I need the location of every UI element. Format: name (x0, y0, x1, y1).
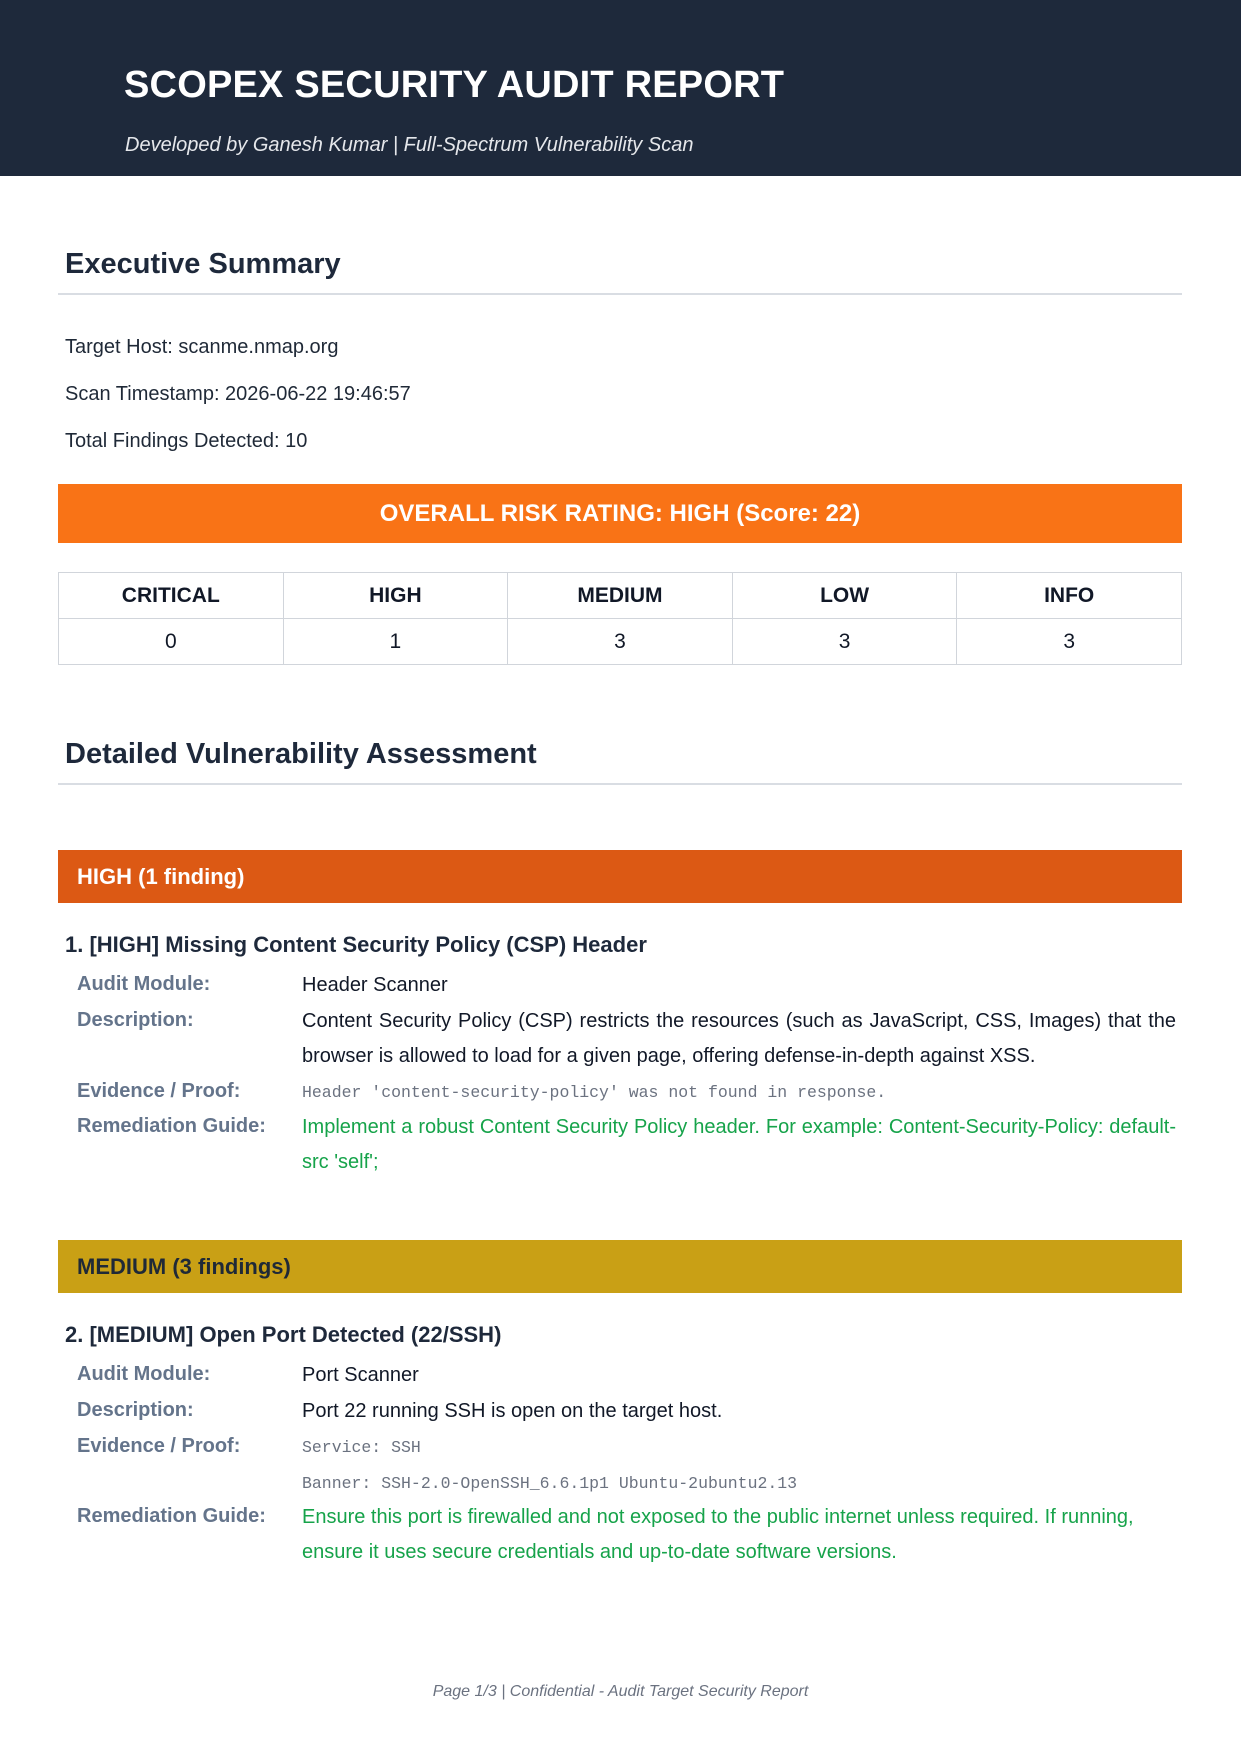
page-footer: Page 1/3 | Confidential - Audit Target Security Report (432, 1683, 809, 1700)
severity-count-table (58, 572, 1182, 665)
high-severity-band: HIGH (1 finding) (58, 850, 1182, 903)
section-divider (58, 293, 1182, 295)
audit-module-value: Header Scanner (302, 974, 448, 996)
low-count: 3 (732, 619, 957, 665)
medium-count: 3 (508, 619, 733, 665)
low-header: LOW (732, 573, 957, 619)
executive-summary-heading: Executive Summary (65, 248, 341, 280)
remediation-label: Remediation Guide: (77, 1505, 266, 1527)
finding-title: 2. [MEDIUM] Open Port Detected (22/SSH) (65, 1322, 502, 1347)
evidence-value: Header 'content-security-policy' was not found in response. (302, 1083, 887, 1102)
target-host: Target Host: scanme.nmap.org (65, 336, 339, 358)
audit-module-label: Audit Module: (77, 1363, 211, 1385)
high-count: 1 (283, 619, 508, 665)
report-header (0, 0, 1241, 176)
overall-risk-banner: OVERALL RISK RATING: HIGH (Score: 22) (58, 484, 1182, 543)
remediation-value: Ensure this port is firewalled and not exposed to the public internet unless required. If running, ensure it uses secure credentials and up-to-date software versions. (302, 1506, 1134, 1563)
finding-title: 1. [HIGH] Missing Content Security Policy (CSP) Header (65, 932, 647, 957)
section-divider (58, 783, 1182, 785)
severity-header-row (59, 573, 1182, 619)
medium-severity-band: MEDIUM (3 findings) (58, 1240, 1182, 1293)
report-subtitle: Developed by Ganesh Kumar | Full-Spectrum Vulnerability Scan (125, 134, 694, 156)
severity-count-row (59, 619, 1182, 665)
high-header: HIGH (283, 573, 508, 619)
evidence-banner: Banner: SSH-2.0-OpenSSH_6.6.1p1 Ubuntu-2ubuntu2.13 (302, 1474, 798, 1493)
evidence-label: Evidence / Proof: (77, 1080, 241, 1102)
description-value: Port 22 running SSH is open on the target host. (302, 1400, 723, 1422)
remediation-label: Remediation Guide: (77, 1115, 266, 1137)
report-title: SCOPEX SECURITY AUDIT REPORT (124, 64, 785, 106)
remediation-value: Implement a robust Content Security Policy header. For example: Content-Security-Policy: default-src 'self'; (302, 1116, 1176, 1173)
scan-timestamp: Scan Timestamp: 2026-06-22 19:46:57 (65, 383, 411, 405)
description-value: Content Security Policy (CSP) restricts the resources (such as JavaScript, CSS, Images) that the browser is allowed to load for a given page, offering defense-in-depth against XSS. (302, 1010, 1176, 1067)
audit-module-value: Port Scanner (302, 1364, 419, 1386)
critical-count: 0 (59, 619, 284, 665)
critical-header: CRITICAL (59, 573, 284, 619)
info-header: INFO (957, 573, 1182, 619)
medium-header: MEDIUM (508, 573, 733, 619)
info-count: 3 (957, 619, 1182, 665)
evidence-service: Service: SSH (302, 1438, 421, 1457)
description-label: Description: (77, 1399, 194, 1421)
description-label: Description: (77, 1009, 194, 1031)
evidence-label: Evidence / Proof: (77, 1435, 241, 1457)
detailed-assessment-heading: Detailed Vulnerability Assessment (65, 738, 537, 770)
audit-module-label: Audit Module: (77, 973, 211, 995)
total-findings: Total Findings Detected: 10 (65, 430, 308, 452)
